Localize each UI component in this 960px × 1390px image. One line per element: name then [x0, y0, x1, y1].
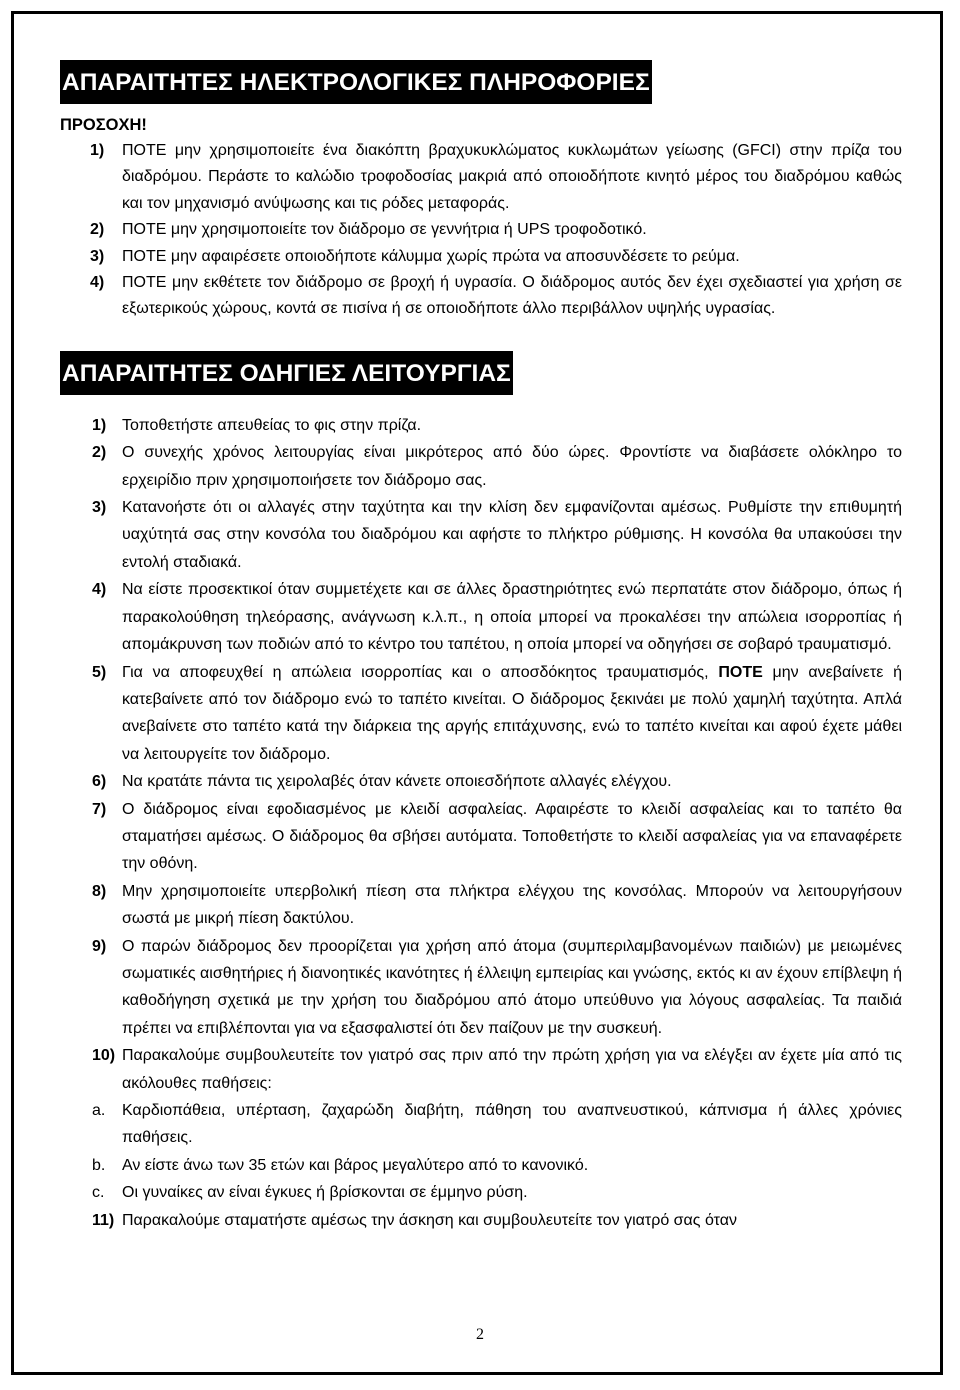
item-text: Παρακαλούμε συμβουλευτείτε τον γιατρό σας πριν από την πρώτη χρήση για να ελέγξει αν έχετε μία από τις ακόλουθες παθήσεις: [122, 1047, 902, 1092]
list-item [60, 768, 902, 795]
list-item [60, 933, 902, 1043]
item-number: 1) [90, 142, 105, 159]
list-item [60, 1042, 902, 1097]
operating-instructions-list-continued [60, 1207, 902, 1234]
item-text: ΠΟΤΕ μην εκθέτετε τον διάδρομο σε βροχή ή υγρασία. Ο διάδρομος αυτός δεν έχει σχεδιαστεί για χρήση σε εξωτερικούς χώρους, κοντά σε πισίνα ή σε οποιοδήποτε άλλο περιβάλλον υψηλής υγρασίας. [122, 274, 902, 318]
item-text: Τοποθετήστε απευθείας το φις στην πρίζα. [122, 416, 422, 434]
electrical-info-list [60, 138, 902, 323]
list-item [60, 494, 902, 576]
item-text: ΠΟΤΕ μην χρησιμοποιείτε τον διάδρομο σε γεννήτρια ή UPS τροφοδοτικό. [122, 221, 647, 239]
item-number: 3) [92, 499, 107, 517]
item-number: 2) [90, 221, 105, 239]
list-item [60, 270, 902, 323]
item-number: 10) [92, 1047, 116, 1065]
item-number: 6) [92, 773, 107, 791]
operating-instructions-heading: ΑΠΑΡΑΙΤΗΤΕΣ ΟΔΗΓΙΕΣ ΛΕΙΤΟΥΡΓΙΑΣ [60, 351, 513, 395]
page-number: 2 [476, 1326, 484, 1343]
item-number: 4) [90, 274, 105, 292]
list-item [60, 217, 902, 243]
item-number: 8) [92, 882, 107, 900]
conditions-sublist [60, 1097, 902, 1207]
item-text: Μην χρησιμοποιείτε υπερβολική πίεση στα πλήκτρα ελέγχου της κονσόλας. Μπορούν να λειτουργήσουν σωστά με μικρή πίεση δακτύλου. [122, 882, 902, 928]
item-letter: c. [92, 1184, 105, 1202]
list-item [60, 138, 902, 217]
item-letter: a. [92, 1102, 106, 1119]
list-item [60, 576, 902, 658]
electrical-info-heading: ΑΠΑΡΑΙΤΗΤΕΣ ΗΛΕΚΤΡΟΛΟΓΙΚΕΣ ΠΛΗΡΟΦΟΡΙΕΣ [60, 60, 652, 104]
item-text-emphasis: ΠΟΤΕ [718, 663, 763, 681]
list-item [60, 796, 902, 878]
item-text: Ο συνεχής χρόνος λειτουργίας είναι μικρότερος από δύο ώρες. Φροντίστε να διαβάσετε ολόκληρο το ερχειρίδιο πριν χρησιμοποιήσετε τον διάδρομο σας. [122, 444, 902, 489]
item-text: ΠΟΤΕ μην χρησιμοποιείτε ένα διακόπτη βραχυκυκλώματος κυκλωμάτων γείωσης (GFCI) στην πρίζα του διαδρόμου. Περάστε το καλώδιο τροφοδοσίας μακριά από οποιοδήποτε κινητό μέρος του διαδρόμου καθώς και τον μηχανισμό ανύψωσης και τις ρόδες μεταφοράς. [122, 142, 902, 212]
operating-instructions-list [60, 412, 902, 1097]
sublist-item [60, 1152, 902, 1179]
item-number: 7) [92, 800, 107, 818]
item-text: ΠΟΤΕ μην αφαιρέσετε οποιοδήποτε κάλυμμα χωρίς πρώτα να αποσυνδέσετε το ρεύμα. [122, 247, 740, 265]
list-item [60, 439, 902, 494]
list-item [60, 659, 902, 769]
sublist-item [60, 1179, 902, 1206]
item-number: 3) [90, 247, 105, 265]
list-item [60, 878, 902, 933]
item-text: Οι γυναίκες αν είναι έγκυες ή βρίσκονται σε έμμηνο ρύση. [122, 1184, 528, 1202]
sublist-item [60, 1097, 902, 1152]
item-text: Ο παρών διάδρομος δεν προορίζεται για χρήση από άτομα (συμπεριλαμβανομένων παιδιών) με μειωμένες σωματικές αισθητήριες ή διανοητικές ικανότητες ή έλλειψη εμπειρίας και γνώσης, εκτός κι αν έχουν επίβλεψη ή καθοδήγηση σχετικά με την χρήση του διαδρόμου από άτομο υπεύθυνο για λόγους ασφαλείας. Τα παιδιά πρέπει να επιβλέπονται για να εξασφαλιστεί ότι δεν παίζουν με την συσκευή. [122, 937, 902, 1037]
item-number: 2) [92, 444, 107, 462]
item-number: 1) [92, 416, 107, 434]
item-text-before: Για να αποφευχθεί η απώλεια ισορροπίας και ο αποσδόκητος τραυματισμός, [122, 663, 719, 681]
item-text: Ο διάδρομος είναι εφοδιασμένος με κλειδί ασφαλείας. Αφαιρέστε το κλειδί ασφαλείας και το ταπέτο θα σταματήσει αμέσως. Ο διάδρομος θα σβήσει αυτόματα. Τοποθετήστε το κλειδί ασφαλείας για να επαναφέρετε την οθόνη. [122, 800, 902, 873]
item-text-after: μην ανεβαίνετε ή κατεβαίνετε από τον διάδρομο ενώ το ταπέτο κινείται. Ο διάδρομος ξεκινάει με πολύ χαμηλή ταχύτητα. Απλά ανεβαίνετε στο ταπέτο κατά την διάρκεια της αργής επιτάχυνσης, ενώ το ταπέτο κινείται και αφού έχετε μάθει να λειτουργείτε τον διάδρομο. [122, 663, 903, 763]
caution-label: ΠΡΟΣΟΧΗ! [60, 116, 147, 134]
list-item [60, 244, 902, 270]
item-letter: b. [92, 1156, 106, 1174]
item-text: Καρδιοπάθεια, υπέρταση, ζαχαρώδη διαβήτη, πάθηση του αναπνευστικού, κάπνισμα ή άλλες χρόνιες παθήσεις. [122, 1102, 902, 1147]
item-text: Παρακαλούμε σταματήστε αμέσως την άσκηση και συμβουλευτείτε τον γιατρό σας όταν [122, 1211, 737, 1229]
item-number: 9) [92, 937, 107, 955]
list-item [60, 1207, 902, 1234]
item-text: Να είστε προσεκτικοί όταν συμμετέχετε και σε άλλες δραστηριότητες ενώ περπατάτε στον διάδρομο, όπως ή παρακολούθηση τηλεόρασης, ανάγνωση κ.λ.π., η οποία μπορεί να προκαλέσει την απώλεια ισορροπίας ή απομάκρυνση των ποδιών από το κέντρο του ταπέτου, η οποία μπορεί να οδηγήσει σε σοβαρό τραυματισμό. [122, 581, 902, 654]
document-content [60, 60, 902, 1234]
item-text: Να κρατάτε πάντα τις χειρολαβές όταν κάνετε οποιεσδήποτε αλλαγές ελέγχου. [122, 773, 672, 791]
item-number: 5) [92, 663, 107, 681]
item-text: Αν είστε άνω των 35 ετών και βάρος μεγαλύτερο από το κανονικό. [122, 1156, 589, 1174]
item-number: 11) [92, 1211, 115, 1229]
item-text: Κατανοήστε ότι οι αλλαγές στην ταχύτητα και την κλίση δεν εμφανίζονται αμέσως. Ρυθμίστε την επιθυμητή υαχύτητά σας στην κονσόλα του διαδρόμου και αφήστε το πλήκτρο ρύθμισης. Η κονσόλα θα υπακούσει την εντολή σταδιακά. [122, 499, 902, 571]
item-number: 4) [92, 581, 107, 599]
list-item [60, 412, 902, 439]
